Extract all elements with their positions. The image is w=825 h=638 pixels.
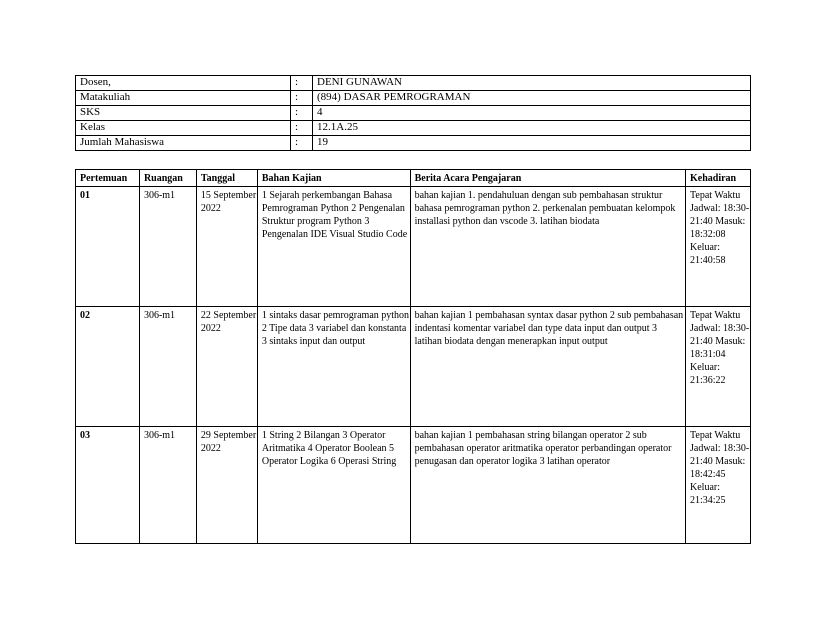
info-separator: :: [291, 136, 313, 151]
cell-ruangan: 306-m1: [139, 427, 196, 544]
cell-ruangan: 306-m1: [139, 187, 196, 307]
info-label: Dosen,: [76, 76, 291, 91]
cell-pertemuan: 02: [76, 307, 140, 427]
meeting-log-table: [75, 169, 751, 544]
course-info-table: [75, 75, 751, 151]
info-value: DENI GUNAWAN: [313, 76, 751, 91]
table-header-row: [76, 170, 751, 187]
cell-berita-acara: bahan kajian 1 pembahasan string bilangan operator 2 sub pembahasan operator aritmatika operator perbandingan operator penugasan dan operator logika 3 latihan operator: [410, 427, 685, 544]
table-row: [76, 187, 751, 307]
cell-ruangan: 306-m1: [139, 307, 196, 427]
info-separator: :: [291, 106, 313, 121]
info-row-sks: [76, 106, 751, 121]
cell-bahan-kajian: 1 String 2 Bilangan 3 Operator Aritmatika 4 Operator Boolean 5 Operator Logika 6 Operasi String: [257, 427, 410, 544]
info-value: 19: [313, 136, 751, 151]
info-label: Matakuliah: [76, 91, 291, 106]
header-ruangan: Ruangan: [139, 170, 196, 187]
info-value: (894) DASAR PEMROGRAMAN: [313, 91, 751, 106]
cell-bahan-kajian: 1 Sejarah perkembangan Bahasa Pemrograman Python 2 Pengenalan Struktur program Python 3 Pengenalan IDE Visual Studio Code: [257, 187, 410, 307]
header-bahan-kajian: Bahan Kajian: [257, 170, 410, 187]
info-label: Jumlah Mahasiswa: [76, 136, 291, 151]
header-kehadiran: Kehadiran: [686, 170, 751, 187]
cell-kehadiran: Tepat Waktu Jadwal: 18:30-21:40 Masuk: 18:32:08 Keluar: 21:40:58: [686, 187, 751, 307]
info-label: Kelas: [76, 121, 291, 136]
info-row-jumlah-mahasiswa: [76, 136, 751, 151]
cell-berita-acara: bahan kajian 1 pembahasan syntax dasar python 2 sub pembahasan indentasi komentar variabel dan type data input dan output 3 latihan biodata dengan menerapkan input output: [410, 307, 685, 427]
cell-pertemuan: 01: [76, 187, 140, 307]
cell-tanggal: 22 September 2022: [196, 307, 257, 427]
info-value: 4: [313, 106, 751, 121]
table-row: [76, 307, 751, 427]
info-row-dosen: [76, 76, 751, 91]
info-separator: :: [291, 76, 313, 91]
cell-tanggal: 29 September 2022: [196, 427, 257, 544]
info-separator: :: [291, 91, 313, 106]
info-separator: :: [291, 121, 313, 136]
cell-bahan-kajian: 1 sintaks dasar pemrograman python 2 Tipe data 3 variabel dan konstanta 3 sintaks input dan output: [257, 307, 410, 427]
cell-berita-acara: bahan kajian 1. pendahuluan dengan sub pembahasan struktur bahasa pemrograman python 2. perkenalan pembuatan kelompok installasi python dan vscode 3. latihan biodata: [410, 187, 685, 307]
cell-tanggal: 15 September 2022: [196, 187, 257, 307]
header-pertemuan: Pertemuan: [76, 170, 140, 187]
info-row-matakuliah: [76, 91, 751, 106]
info-row-kelas: [76, 121, 751, 136]
info-label: SKS: [76, 106, 291, 121]
table-row: [76, 427, 751, 544]
cell-kehadiran: Tepat Waktu Jadwal: 18:30-21:40 Masuk: 18:31:04 Keluar: 21:36:22: [686, 307, 751, 427]
cell-pertemuan: 03: [76, 427, 140, 544]
cell-kehadiran: Tepat Waktu Jadwal: 18:30-21:40 Masuk: 18:42:45 Keluar: 21:34:25: [686, 427, 751, 544]
header-tanggal: Tanggal: [196, 170, 257, 187]
info-value: 12.1A.25: [313, 121, 751, 136]
header-berita-acara: Berita Acara Pengajaran: [410, 170, 685, 187]
